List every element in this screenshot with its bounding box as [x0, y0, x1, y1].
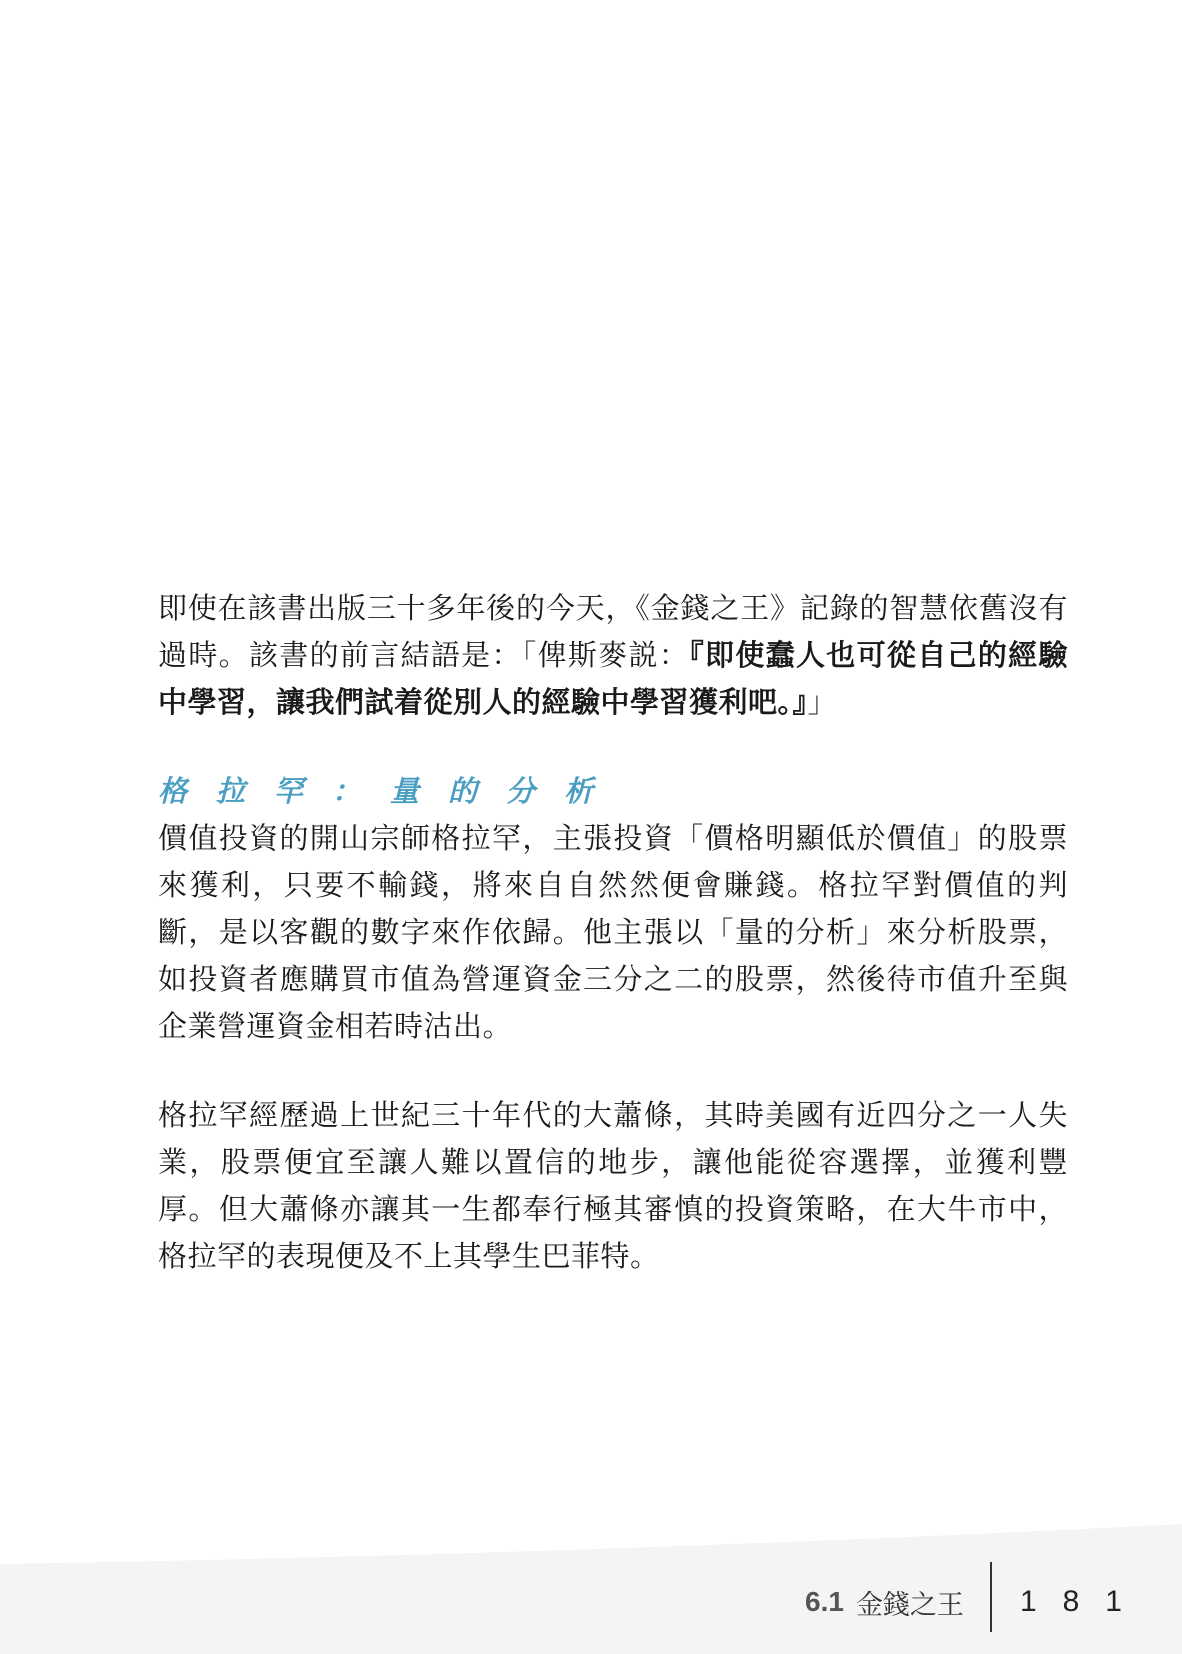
chapter-number: 6.1 [805, 1586, 844, 1617]
paragraph-intro-text: 即使在該書出版三十多年後的今天，《金錢之王》記錄的智慧依舊沒有過時。該書的前言結語是：「俾斯麥説： [158, 591, 1068, 672]
chapter-title: 金錢之王 [855, 1589, 964, 1621]
paragraph-graham-analysis: 價值投資的開山宗師格拉罕，主張投資「價格明顯低於價值」的股票來獲利，只要不輸錢，將來自自然然便會賺錢。格拉罕對價值的判斷，是以客觀的數字來作依歸。他主張以「量的分析」來分析股票，如投資者應購買市值為營運資金三分之二的股票，然後待市值升至與企業營運資金相若時沽出。 [158, 821, 1068, 1043]
paragraph-intro-end: 」 [807, 685, 838, 719]
section-heading: 格拉罕：量的分析 [158, 774, 623, 808]
footer-divider [990, 1562, 992, 1632]
page-footer [805, 1572, 1148, 1632]
paragraph-graham-depression: 格拉罕經歷過上世紀三十年代的大蕭條，其時美國有近四分之一人失業，股票便宜至讓人難以置信的地步，讓他能從容選擇，並獲利豐厚。但大蕭條亦讓其一生都奉行極其審慎的投資策略，在大牛市中，格拉罕的表現便及不上其學生巴菲特。 [158, 1098, 1068, 1273]
bismarck-quote: 『即使蠢人也可從自己的經驗中學習，讓我們試着從別人的經驗中學習獲利吧。』 [158, 638, 1068, 719]
page-content [158, 585, 1068, 1280]
page-number: 181 [1019, 1585, 1148, 1618]
paragraph-intro [158, 585, 1068, 726]
